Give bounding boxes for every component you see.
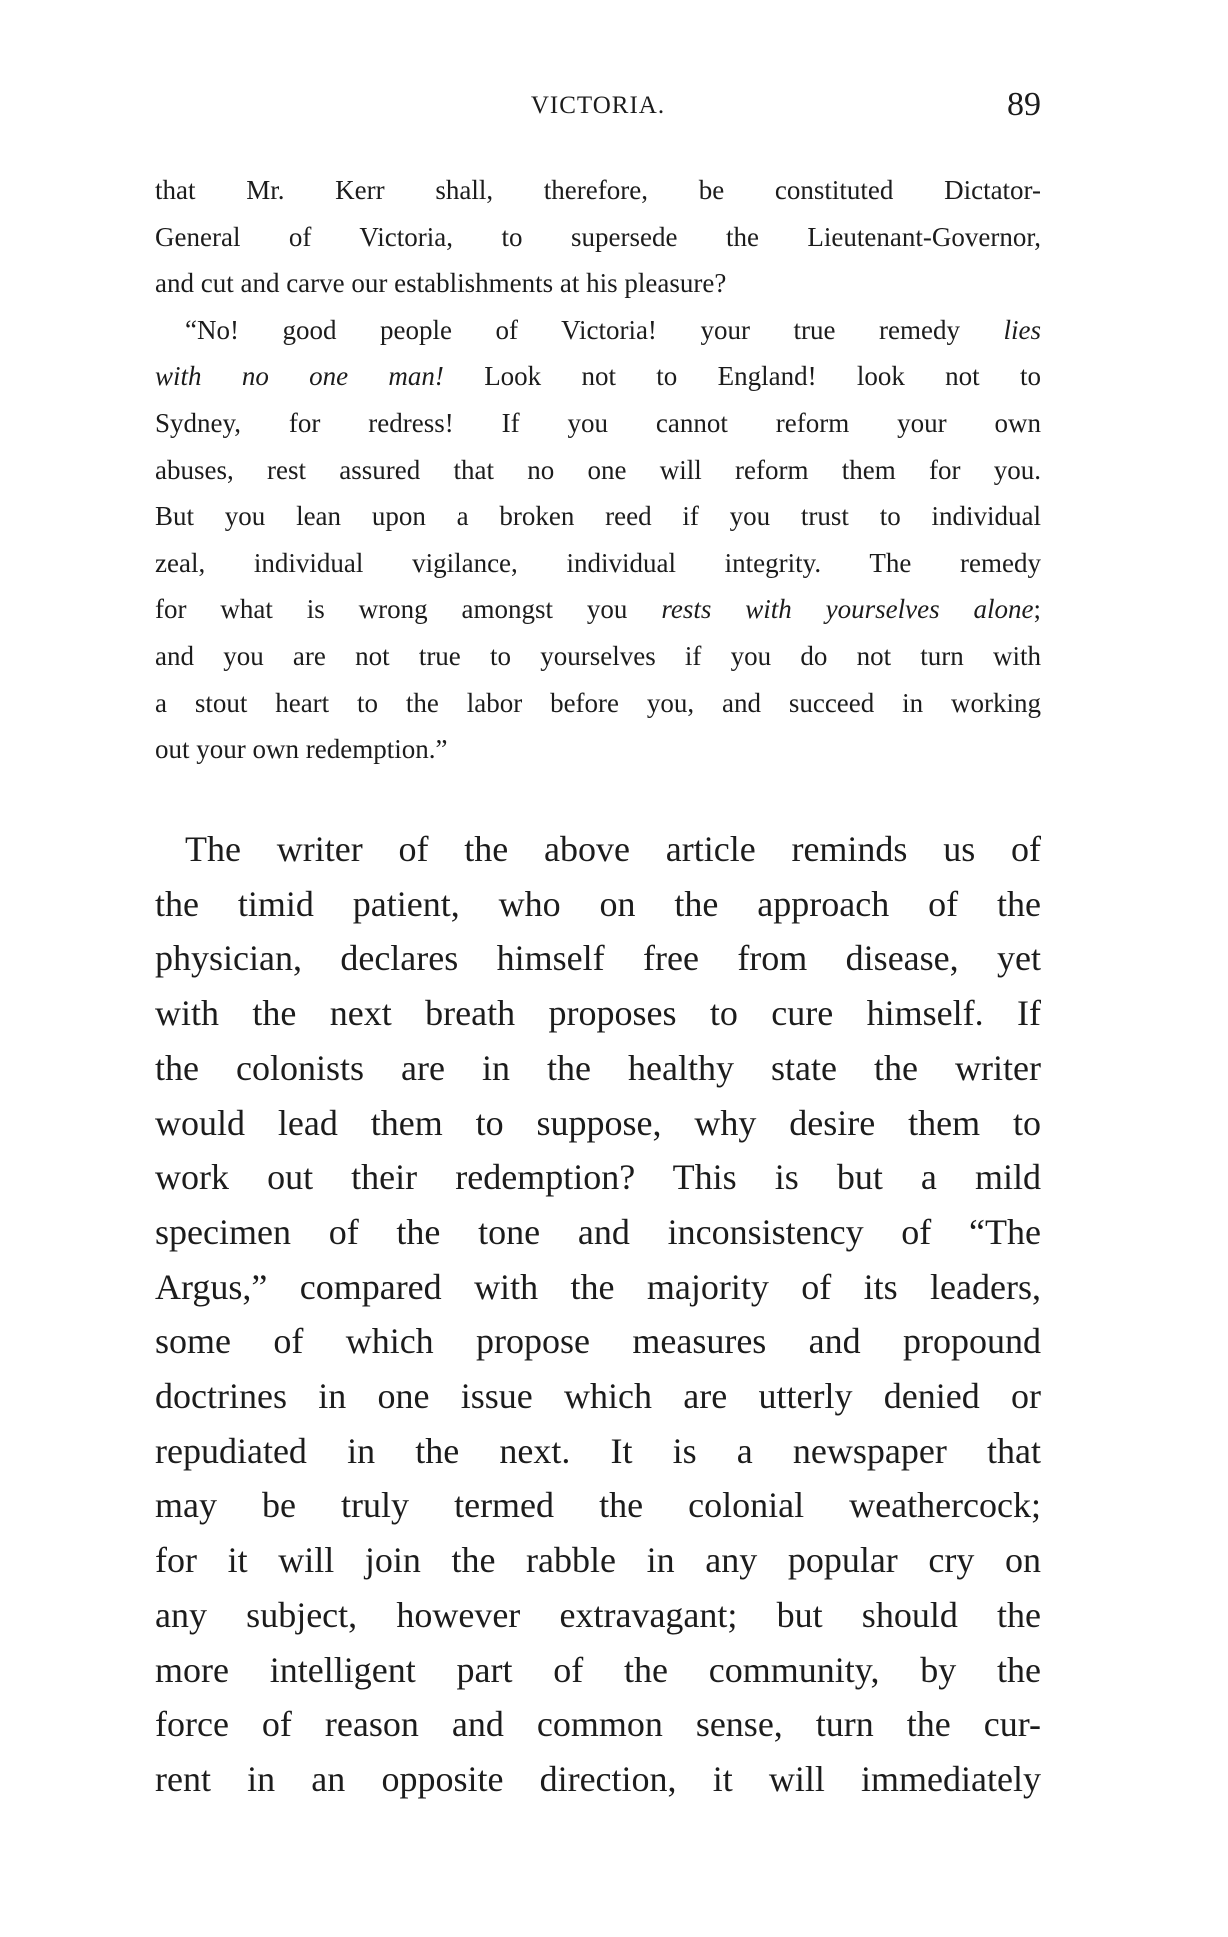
- text-segment: the timid patient, who on the approach of the: [155, 883, 1041, 924]
- text-line: [155, 1533, 1041, 1588]
- text-line: [155, 1096, 1041, 1151]
- text-segment: the colonists are in the healthy state the writer: [155, 1047, 1041, 1088]
- page-number: 89: [1007, 86, 1041, 123]
- text-segment: out your own redemption.”: [155, 734, 448, 765]
- text-line: [155, 447, 1041, 494]
- text-line: [155, 493, 1041, 540]
- text-segment: Argus,” compared with the majority of its leaders,: [155, 1266, 1041, 1307]
- text-line: [155, 1150, 1041, 1205]
- text-line: [155, 353, 1041, 400]
- text-segment: that Mr. Kerr shall, therefore, be constituted Dictator-: [155, 175, 1041, 205]
- text-segment: specimen of the tone and inconsistency of “The: [155, 1211, 1041, 1252]
- quoted-passage: [155, 167, 1041, 773]
- text-line: [155, 1697, 1041, 1752]
- text-line: [155, 986, 1041, 1041]
- text-line: [155, 307, 1041, 354]
- text-line: [155, 540, 1041, 587]
- text-line: [155, 931, 1041, 986]
- text-line: [155, 877, 1041, 932]
- text-segment: some of which propose measures and propound: [155, 1321, 1041, 1362]
- text-segment: rent in an opposite direction, it will immediately: [155, 1758, 1041, 1799]
- text-line: [155, 1588, 1041, 1643]
- text-segment: abuses, rest assured that no one will reform them for you.: [155, 454, 1041, 485]
- italic-text: rests with yourselves alone: [661, 594, 1034, 625]
- text-line: [155, 586, 1041, 633]
- text-segment: for it will join the rabble in any popular cry on: [155, 1540, 1041, 1581]
- text-segment: and you are not true to yourselves if you do not turn with: [155, 640, 1041, 671]
- italic-text: with no one man!: [155, 361, 444, 392]
- text-segment: force of reason and common sense, turn the cur-: [155, 1704, 1041, 1745]
- text-line: [155, 680, 1041, 727]
- text-segment: Look not to England! look not to: [443, 361, 1041, 392]
- text-segment: General of Victoria, to supersede the Lieutenant-Governor,: [155, 221, 1041, 252]
- body-paragraph: [155, 822, 1041, 1807]
- italic-text: lies: [1003, 314, 1041, 345]
- text-line: [155, 1205, 1041, 1260]
- text-line: [155, 260, 1041, 307]
- text-segment: a stout heart to the labor before you, and succeed in working: [155, 687, 1041, 718]
- text-segment: Sydney, for redress! If you cannot reform your own: [155, 407, 1041, 438]
- text-segment: would lead them to suppose, why desire them to: [155, 1102, 1041, 1143]
- text-segment: “No! good people of Victoria! your true remedy: [185, 314, 1004, 345]
- text-line: [155, 1369, 1041, 1424]
- text-segment: with the next breath proposes to cure himself. If: [155, 993, 1041, 1034]
- text-line: [155, 1314, 1041, 1369]
- text-segment: The writer of the above article reminds us of: [185, 829, 1041, 869]
- text-segment: more intelligent part of the community, by the: [155, 1649, 1041, 1690]
- text-segment: ;: [1033, 594, 1041, 625]
- text-segment: But you lean upon a broken reed if you trust to individual: [155, 501, 1041, 532]
- text-segment: work out their redemption? This is but a mild: [155, 1157, 1041, 1198]
- text-segment: any subject, however extravagant; but should the: [155, 1594, 1041, 1635]
- text-line: [155, 822, 1041, 877]
- text-line: [155, 1752, 1041, 1807]
- text-segment: repudiated in the next. It is a newspaper that: [155, 1430, 1041, 1471]
- text-segment: may be truly termed the colonial weathercock;: [155, 1485, 1041, 1526]
- text-segment: zeal, individual vigilance, individual integrity. The remedy: [155, 547, 1041, 578]
- text-line: [155, 726, 1041, 773]
- running-title: VICTORIA.: [530, 92, 666, 119]
- text-line: [155, 633, 1041, 680]
- text-line: [155, 1041, 1041, 1096]
- text-segment: physician, declares himself free from disease, yet: [155, 938, 1041, 979]
- text-line: [155, 1478, 1041, 1533]
- text-line: [155, 1424, 1041, 1479]
- text-segment: doctrines in one issue which are utterly denied or: [155, 1376, 1041, 1417]
- text-line: [155, 214, 1041, 261]
- text-segment: for what is wrong amongst you: [155, 594, 662, 625]
- text-segment: and cut and carve our establishments at his pleasure?: [155, 268, 727, 299]
- page-header: [155, 88, 1041, 128]
- text-line: [155, 1260, 1041, 1315]
- text-line: [155, 1643, 1041, 1698]
- text-line: [155, 400, 1041, 447]
- text-line: [155, 167, 1041, 214]
